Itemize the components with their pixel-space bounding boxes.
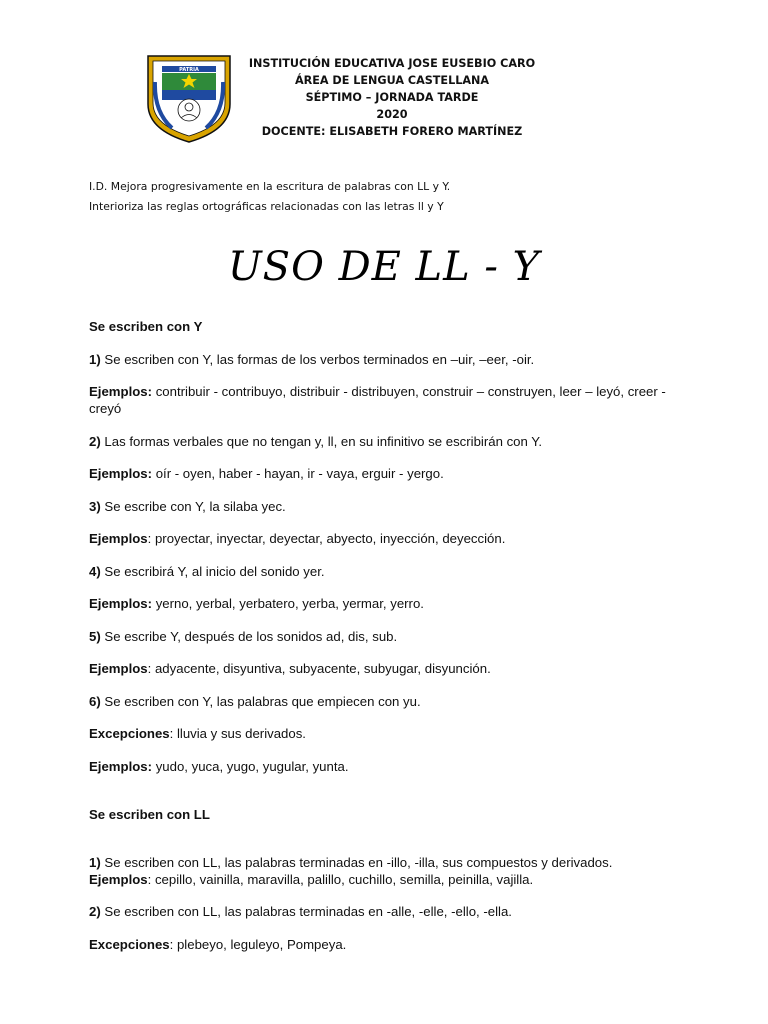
exceptions-y-6: Excepciones: lluvia y sus derivados.: [89, 726, 306, 741]
page-title: USO DE LL - Y: [227, 244, 541, 290]
header-institution: INSTITUCIÓN EDUCATIVA JOSE EUSEBIO CARO: [248, 57, 536, 70]
learning-indicator: [89, 177, 709, 217]
rule-y-1: 1) Se escriben con Y, las formas de los verbos terminados en –uir, –eer, -oir.: [89, 351, 535, 367]
examples-y-5: Ejemplos: adyacente, disyuntiva, subyacente, subyugar, disyunción.: [89, 661, 491, 676]
exceptions-ll-2: Excepciones: plebeyo, leguleyo, Pompeya.: [89, 936, 347, 952]
rule-ll-2: 2) Se escriben con LL, las palabras terminadas en -alle, -elle, -ello, -ella.: [89, 904, 512, 919]
rule-y-3: 3) Se escribe con Y, la silaba yec.: [89, 498, 286, 514]
examples-y-6: Ejemplos: yudo, yuca, yugo, yugular, yunta.: [89, 758, 349, 774]
crest-top-text: PATRIA: [179, 67, 199, 73]
school-crest-logo: [142, 52, 236, 144]
examples-y-4: Ejemplos: yerno, yerbal, yerbatero, yerba, yermar, yerro.: [89, 596, 424, 611]
document-header: [236, 55, 548, 140]
header-year: 2020: [376, 108, 408, 121]
document-body: [89, 318, 699, 968]
rule-y-4: 4) Se escribirá Y, al inicio del sonido yer.: [89, 563, 325, 579]
examples-y-1: Ejemplos: contribuir - contribuyo, distribuir - distribuyen, construir – construyen, leer – leyó, creer - creyó: [89, 384, 666, 416]
section-heading-ll: Se escriben con LL: [89, 806, 210, 822]
indicator-line-1: I.D. Mejora progresivamente en la escritura de palabras con LL y Y.: [89, 180, 451, 193]
rule-y-5: 5) Se escribe Y, después de los sonidos ad, dis, sub.: [89, 628, 398, 644]
header-teacher: DOCENTE: ELISABETH FORERO MARTÍNEZ: [261, 125, 523, 138]
examples-y-3: Ejemplos: proyectar, inyectar, deyectar, abyecto, inyección, deyección.: [89, 531, 506, 546]
indicator-line-2: Interioriza las reglas ortográficas relacionadas con las letras ll y Y: [89, 200, 444, 213]
header-grade: SÉPTIMO – JORNADA TARDE: [305, 91, 479, 104]
examples-y-2: Ejemplos: oír - oyen, haber - hayan, ir - vaya, erguir - yergo.: [89, 466, 444, 481]
rule-y-2: 2) Las formas verbales que no tengan y, ll, en su infinitivo se escribirán con Y.: [89, 433, 543, 449]
section-heading-y: Se escriben con Y: [89, 319, 203, 334]
rule-ll-1: 1) Se escriben con LL, las palabras terminadas en -illo, -illa, sus compuestos y derivados. Ejemplos: cepillo, vainilla, maravilla, palillo, cuchillo, semilla, peinilla, vajilla.: [89, 854, 613, 887]
header-area: ÁREA DE LENGUA CASTELLANA: [294, 74, 490, 87]
rule-y-6: 6) Se escriben con Y, las palabras que empiecen con yu.: [89, 693, 421, 709]
